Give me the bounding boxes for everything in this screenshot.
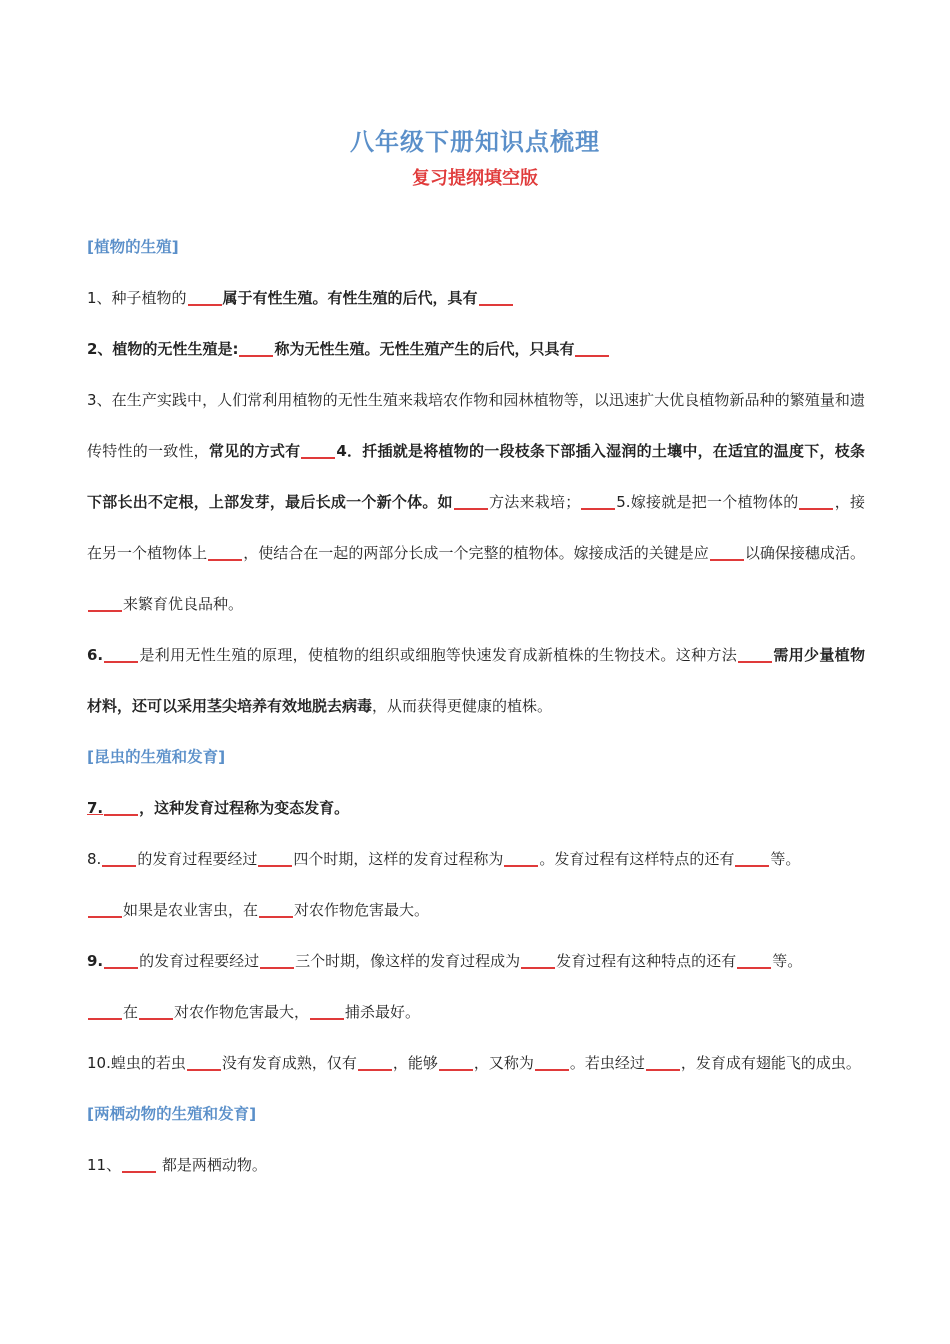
fill-blank: [259, 916, 293, 918]
paragraph-10: [87, 1038, 865, 1089]
fill-blank: [521, 967, 555, 969]
fill-blank: [88, 1018, 122, 1020]
fill-blank: [646, 1069, 680, 1071]
paragraph-7: [87, 783, 865, 834]
document-title: 八年级下册知识点梳理: [350, 128, 600, 156]
text: ，接在另一个植物体上: [87, 493, 865, 562]
fill-blank: [575, 355, 609, 357]
fill-blank: [504, 865, 538, 867]
paragraph-1: [87, 273, 865, 324]
text: 方法来栽培；: [488, 493, 581, 511]
text: 。发育过程有这样特点的还有: [539, 850, 735, 868]
fill-blank: [710, 559, 744, 561]
fill-blank: [258, 865, 292, 867]
paragraph-9: [87, 936, 865, 1038]
text: 6.: [87, 646, 104, 664]
fill-blank: [102, 865, 136, 867]
fill-blank: [738, 661, 772, 663]
document-subtitle: 复习提纲填空版: [412, 168, 538, 189]
fill-blank: [122, 1171, 156, 1173]
text: 如果是农业害虫，在: [123, 901, 259, 919]
fill-blank: [737, 967, 771, 969]
fill-blank: [188, 304, 222, 306]
text: 9.: [87, 952, 104, 970]
section-heading-amphibian-reproduction: [两栖动物的生殖和发育]: [87, 1105, 257, 1123]
text: 。若虫经过: [569, 1054, 645, 1072]
text: 4．扦插就是将植物的一段枝条下部插入湿润的土壤中，在适宜的温度下，枝条下部长出不定根，上部发芽，最后长成一个新个体。如: [87, 442, 865, 511]
fill-blank: [208, 559, 242, 561]
text: ，能够: [392, 1054, 438, 1072]
text: 1、种子植物的: [87, 289, 187, 307]
fill-blank: [187, 1069, 221, 1071]
text: 属于有性生殖。有性生殖的后代，具有: [222, 289, 478, 307]
fill-blank: [535, 1069, 569, 1071]
fill-blank: [239, 355, 273, 357]
text: 等。: [770, 850, 801, 868]
text: 是利用无性生殖的原理，使植物的组织或细胞等快速发育成新植株的生物技术。这种方法: [139, 646, 738, 664]
fill-blank: [735, 865, 769, 867]
text: 四个时期，这样的发育过程称为: [293, 850, 504, 868]
paragraph-6: [87, 630, 865, 732]
fill-blank: [139, 1018, 173, 1020]
fill-blank: [260, 967, 294, 969]
text: 称为无性生殖。无性生殖产生的后代，只具有: [274, 340, 575, 358]
fill-blank: [310, 1018, 344, 1020]
paragraph-3: [87, 375, 865, 630]
text: 7.: [87, 799, 104, 817]
section-heading-insect-reproduction: [昆虫的生殖和发育]: [87, 748, 226, 766]
text: 8.: [87, 850, 102, 868]
text: 等。: [772, 952, 803, 970]
text: 捕杀最好。: [345, 1003, 421, 1021]
fill-blank: [88, 916, 122, 918]
fill-blank: [104, 661, 138, 663]
text: ，使结合在一起的两部分长成一个完整的植物体。嫁接成活的关键是应: [243, 544, 709, 562]
paragraph-11: [87, 1140, 865, 1191]
document-body: [87, 222, 865, 1191]
fill-blank: [358, 1069, 392, 1071]
fill-blank: [88, 610, 122, 612]
text: 没有发育成熟，仅有: [221, 1054, 357, 1072]
paragraph-2: [87, 324, 865, 375]
text: 对农作物危害最大，: [174, 1003, 310, 1021]
text: 2、植物的无性生殖是:: [87, 340, 239, 358]
text: 11、: [87, 1156, 122, 1174]
text: 5.嫁接就是把一个植物体的: [616, 493, 799, 511]
fill-blank: [799, 508, 833, 510]
text: 在: [123, 1003, 139, 1021]
paragraph-8: [87, 834, 865, 936]
text: ，这种发育过程称为变态发育。: [139, 799, 350, 817]
text: 3、在生产实践中，人们常利用植物的无性生殖来栽培农作物和园林植物等，以迅速扩大优良植物新品种的繁殖量和遗传特性的一致性，: [87, 391, 865, 460]
text: 对农作物危害最大。: [294, 901, 430, 919]
fill-blank: [104, 814, 138, 816]
text: ，发育成有翅能飞的成虫。: [680, 1054, 861, 1072]
text: 常见的方式有: [208, 442, 301, 460]
text: ，从而获得更健康的植株。: [372, 697, 553, 715]
text: ，又称为: [473, 1054, 534, 1072]
text: 的发育过程要经过: [137, 850, 258, 868]
text: 发育过程有这种特点的还有: [556, 952, 737, 970]
fill-blank: [439, 1069, 473, 1071]
text: 都是两栖动物。: [157, 1156, 267, 1174]
text: 来繁育优良品种。: [123, 595, 244, 613]
fill-blank: [301, 457, 335, 459]
fill-blank: [479, 304, 513, 306]
fill-blank: [104, 967, 138, 969]
text: 以确保接穗成活。: [744, 544, 865, 562]
text: 的发育过程要经过: [139, 952, 260, 970]
text: 三个时期，像这样的发育过程成为: [295, 952, 521, 970]
text: 10.蝗虫的若虫: [87, 1054, 186, 1072]
section-heading-plant-reproduction: [植物的生殖]: [87, 238, 179, 256]
text: 需用少量植物材料，还可以采用茎尖培养有效地脱去病毒: [87, 646, 865, 715]
fill-blank: [581, 508, 615, 510]
fill-blank: [454, 508, 488, 510]
